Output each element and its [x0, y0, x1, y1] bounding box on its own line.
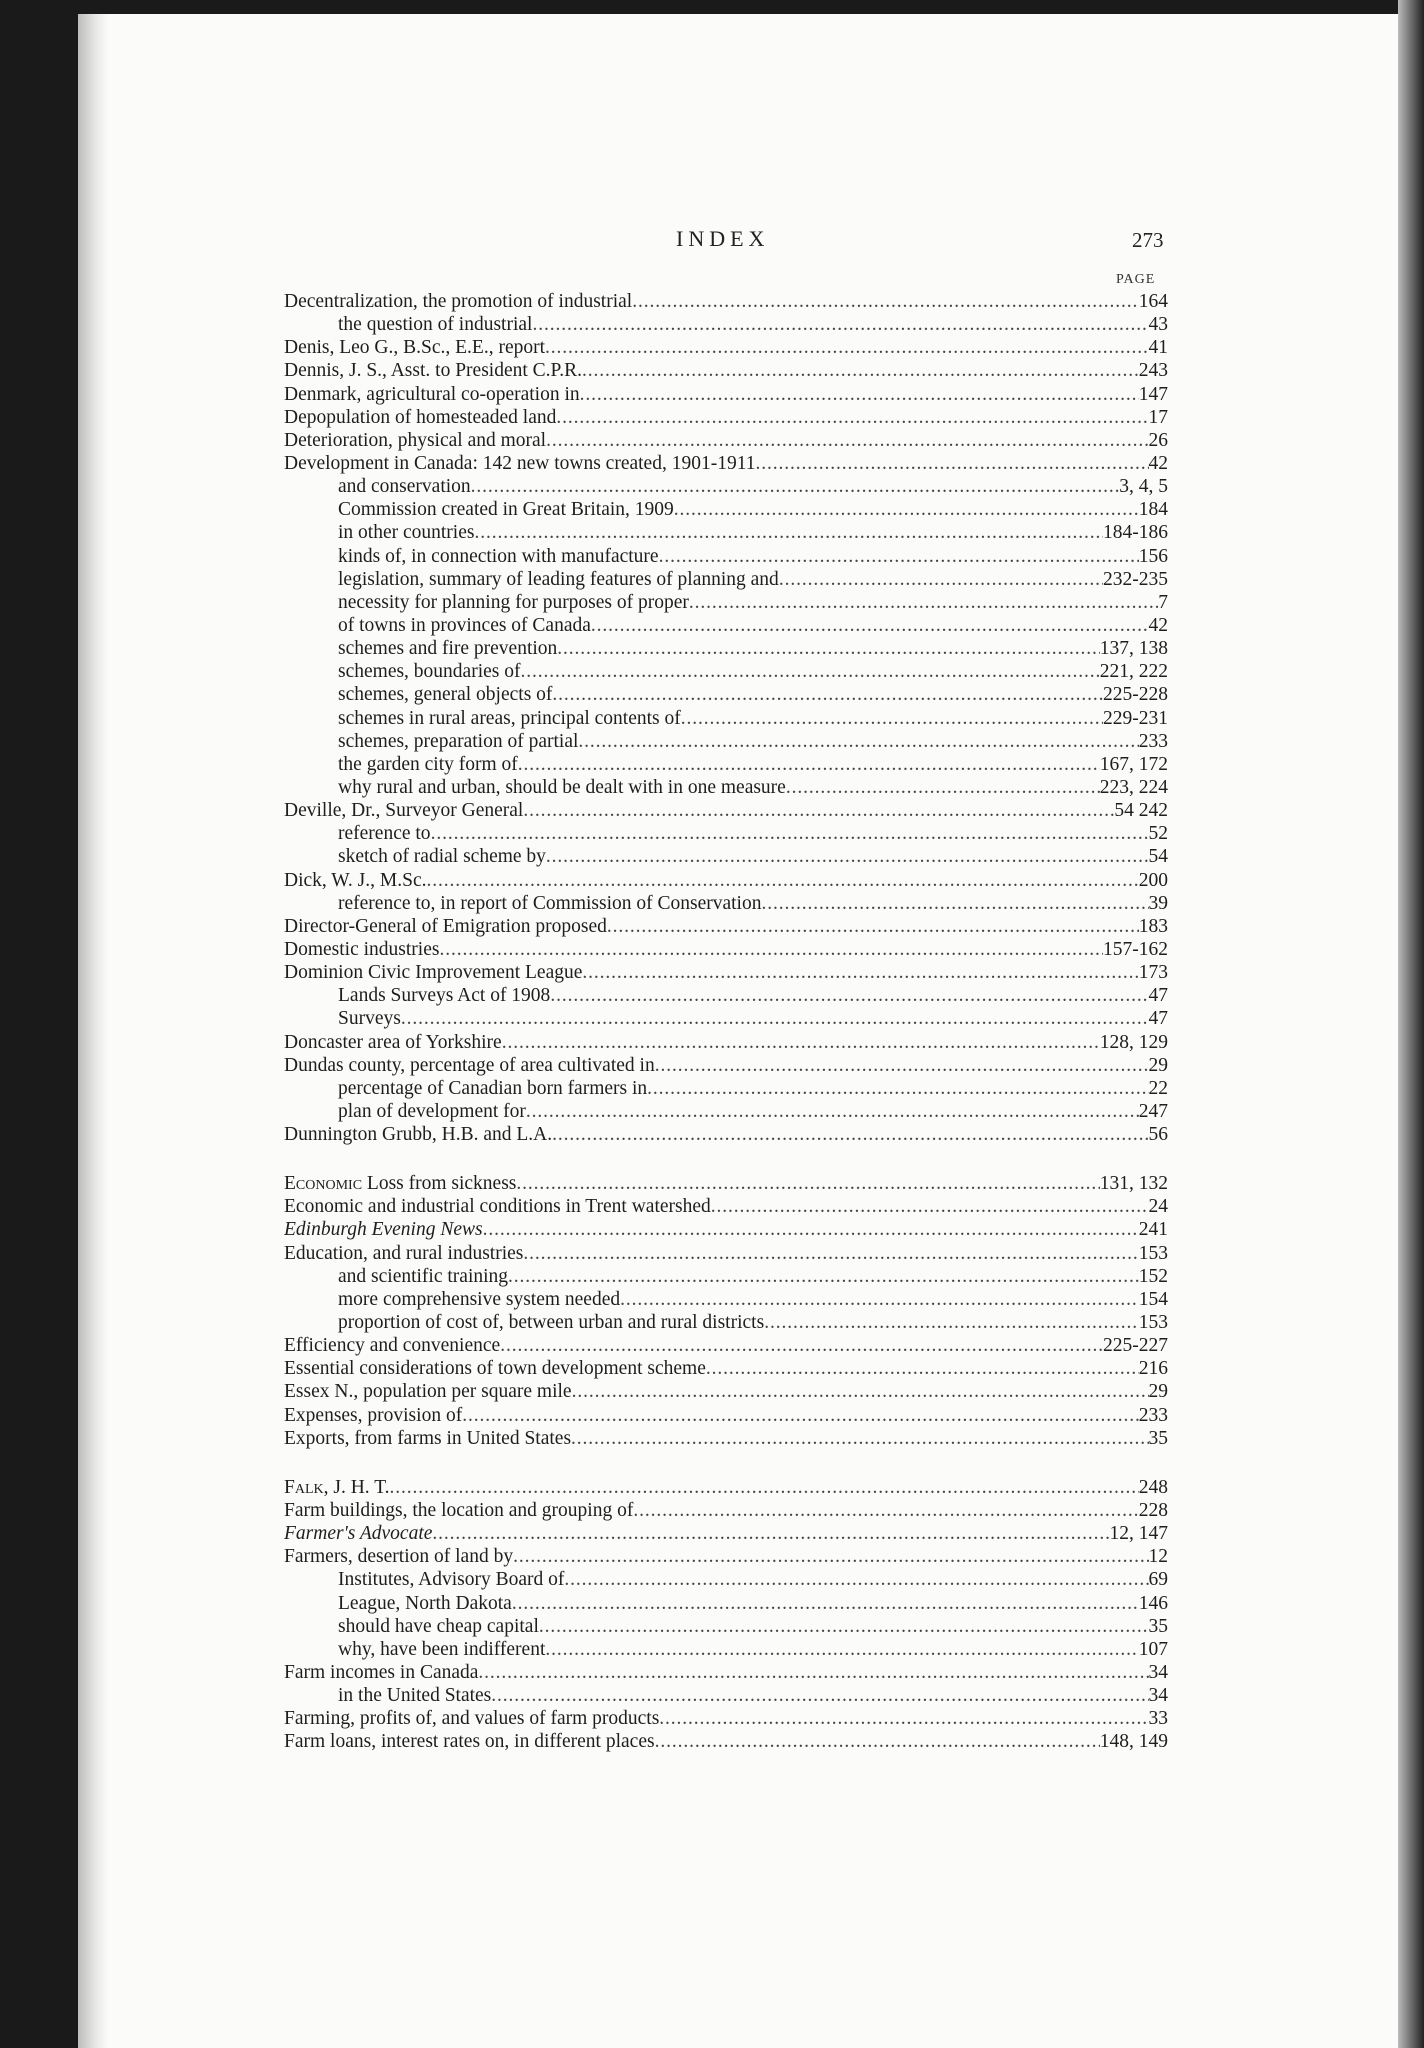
dot-leader [546, 429, 1148, 452]
index-subentry [284, 1684, 1168, 1707]
dot-leader [674, 498, 1139, 521]
index-list [284, 290, 1168, 1754]
index-subentry [284, 892, 1168, 915]
index-term: Farm loans, interest rates on, in different places [284, 1731, 655, 1753]
dot-leader [512, 1592, 1139, 1615]
index-entry [284, 406, 1168, 429]
index-entry [284, 359, 1168, 382]
index-pages: 183 [1138, 915, 1168, 937]
index-pages: 248 [1138, 1476, 1168, 1498]
index-entry [284, 915, 1168, 938]
index-term-rest: , J. H. T. [323, 1476, 390, 1498]
dot-leader [552, 1123, 1148, 1146]
index-pages: 243 [1138, 360, 1168, 382]
index-term: Expenses, provision of [284, 1404, 463, 1426]
index-entry [284, 938, 1168, 961]
index-term: Lands Surveys Act of 1908 [338, 985, 551, 1007]
index-pages: 54 [1148, 846, 1168, 868]
index-term: Exports, from farms in United States [284, 1427, 572, 1449]
index-entry [284, 1123, 1168, 1146]
dot-leader [659, 545, 1139, 568]
index-pages: 41 [1148, 337, 1168, 359]
index-term: Decentralization, the promotion of industrial [284, 291, 633, 312]
index-pages: 34 [1148, 1662, 1168, 1684]
index-subentry [284, 822, 1168, 845]
dot-leader [491, 1684, 1148, 1707]
dot-leader [580, 383, 1139, 406]
index-entry [284, 1404, 1168, 1427]
index-subentry [284, 845, 1168, 868]
dot-leader [518, 753, 1100, 776]
dot-leader [526, 1100, 1139, 1123]
index-entry [284, 336, 1168, 359]
dot-leader [426, 869, 1138, 892]
index-term: schemes in rural areas, principal contents of [338, 707, 681, 729]
dot-leader [557, 637, 1099, 660]
index-pages: 221, 222 [1099, 661, 1168, 683]
page-number: 273 [1132, 228, 1164, 252]
index-term: reference to [338, 823, 431, 845]
index-term: the garden city form of [338, 753, 518, 775]
index-term: of towns in provinces of Canada [338, 614, 591, 636]
index-entry [284, 429, 1168, 452]
index-pages: 173 [1138, 962, 1168, 984]
index-term: Economic and industrial conditions in Trent watershed [284, 1196, 711, 1218]
index-entry [284, 1380, 1168, 1403]
index-entry [284, 290, 1168, 313]
index-term: Denmark, agricultural co-operation in [284, 383, 580, 405]
dot-leader [431, 822, 1149, 845]
index-subentry [284, 776, 1168, 799]
index-section-d [284, 290, 1168, 1146]
dot-leader [546, 845, 1149, 868]
running-title: INDEX [676, 226, 770, 251]
index-term: Commission created in Great Britain, 1909 [338, 499, 674, 521]
index-pages: 229-231 [1103, 707, 1168, 729]
index-entry [284, 1031, 1168, 1054]
dot-leader [523, 1242, 1138, 1265]
index-entry [284, 961, 1168, 984]
index-term: Dundas county, percentage of area cultivated in [284, 1054, 655, 1076]
dot-leader [655, 1730, 1100, 1753]
index-pages: 128, 129 [1099, 1031, 1168, 1053]
index-entry [284, 1707, 1168, 1730]
index-term: more comprehensive system needed [338, 1288, 621, 1310]
dot-leader [513, 1545, 1148, 1568]
index-pages: 35 [1148, 1615, 1168, 1637]
index-pages: 52 [1148, 823, 1168, 845]
index-pages: 42 [1148, 614, 1168, 636]
index-subentry [284, 1638, 1168, 1661]
dot-leader [552, 683, 1103, 706]
index-pages: 29 [1148, 1381, 1168, 1403]
index-entry [284, 1499, 1168, 1522]
dot-leader [500, 1334, 1103, 1357]
section-gap [284, 1450, 1168, 1476]
index-pages: 157-162 [1103, 938, 1168, 960]
index-subentry [284, 614, 1168, 637]
index-subentry [284, 753, 1168, 776]
index-pages: 184-186 [1103, 522, 1168, 544]
index-entry [284, 799, 1168, 822]
index-pages: 107 [1138, 1638, 1168, 1660]
index-entry [284, 1218, 1168, 1241]
dot-leader [582, 961, 1138, 984]
index-subentry [284, 730, 1168, 753]
index-subentry [284, 1592, 1168, 1615]
dot-leader [474, 521, 1103, 544]
index-pages: 3, 4, 5 [1119, 476, 1168, 498]
index-subentry [284, 591, 1168, 614]
dot-leader [659, 1707, 1148, 1730]
dot-leader [550, 984, 1148, 1007]
dot-leader [681, 707, 1103, 730]
index-pages: 153 [1138, 1242, 1168, 1264]
index-term: Dunnington Grubb, H.B. and L.A. [284, 1124, 553, 1146]
index-subentry [284, 545, 1168, 568]
index-subentry [284, 984, 1168, 1007]
dot-leader [539, 1615, 1149, 1638]
index-term: legislation, summary of leading features of planning and [338, 568, 779, 590]
index-entry [284, 1730, 1168, 1753]
index-term: plan of development for [338, 1100, 526, 1122]
index-term-rest: Loss from sickness [362, 1173, 517, 1195]
index-pages: 228 [1138, 1500, 1168, 1522]
index-pages: 56 [1148, 1124, 1168, 1146]
index-term: and scientific training [338, 1265, 509, 1287]
index-term: Development in Canada: 142 new towns created, 1901-1911 [284, 452, 756, 474]
dot-leader [516, 1172, 1099, 1195]
dot-leader [545, 1638, 1138, 1661]
index-term: proportion of cost of, between urban and rural districts [338, 1312, 765, 1334]
index-subentry [284, 1077, 1168, 1100]
index-pages: 241 [1138, 1219, 1168, 1241]
dot-leader [556, 406, 1148, 429]
index-subentry [284, 1311, 1168, 1334]
dot-leader [432, 1522, 1109, 1545]
index-pages: 24 [1148, 1196, 1168, 1218]
index-term: Deterioration, physical and moral [284, 429, 547, 451]
index-term: percentage of Canadian born farmers in [338, 1077, 648, 1099]
index-term: Farmers, desertion of land by [284, 1546, 514, 1568]
dot-leader [462, 1404, 1139, 1427]
index-term: Education, and rural industries [284, 1242, 524, 1264]
index-pages: 22 [1148, 1077, 1168, 1099]
index-term: Depopulation of homesteaded land [284, 406, 557, 428]
dot-leader [564, 1568, 1148, 1591]
index-pages: 216 [1138, 1358, 1168, 1380]
index-pages: 12 [1148, 1546, 1168, 1568]
index-section-e [284, 1172, 1168, 1450]
index-term: why rural and urban, should be dealt with in one measure [338, 776, 786, 798]
page-gutter-shadow [78, 14, 108, 2048]
index-pages: 152 [1138, 1265, 1168, 1287]
index-entry [284, 1172, 1168, 1195]
index-pages: 200 [1138, 869, 1168, 891]
index-pages: 153 [1138, 1312, 1168, 1334]
index-term: schemes, boundaries of [338, 661, 521, 683]
index-entry [284, 869, 1168, 892]
index-term: Essential considerations of town development scheme [284, 1358, 706, 1380]
index-pages: 146 [1138, 1592, 1168, 1614]
index-subentry [284, 475, 1168, 498]
index-pages: 33 [1148, 1708, 1168, 1730]
dot-leader [521, 660, 1100, 683]
index-pages: 148, 149 [1099, 1731, 1168, 1753]
index-term: Director-General of Emigration proposed [284, 915, 607, 937]
index-term: Deville, Dr., Surveyor General [284, 800, 524, 822]
index-term: why, have been indifferent [338, 1638, 546, 1660]
index-subentry [284, 1568, 1168, 1591]
dot-leader [582, 359, 1139, 382]
dot-leader [786, 776, 1100, 799]
dot-leader [401, 1007, 1149, 1030]
index-subentry [284, 1007, 1168, 1030]
index-term [284, 1476, 390, 1499]
dot-leader [655, 1054, 1149, 1077]
index-term: Farming, profits of, and values of farm products [284, 1708, 660, 1730]
dot-leader [483, 1218, 1139, 1241]
index-pages: 164 [1138, 291, 1168, 312]
index-pages: 154 [1138, 1288, 1168, 1310]
dot-leader [502, 1031, 1100, 1054]
index-entry [284, 452, 1168, 475]
index-section-f [284, 1476, 1168, 1754]
dot-leader [591, 614, 1149, 637]
index-entry [284, 1195, 1168, 1218]
dot-leader [571, 1427, 1148, 1450]
dot-leader [764, 1311, 1139, 1334]
index-subentry [284, 498, 1168, 521]
index-subentry [284, 683, 1168, 706]
index-pages: 131, 132 [1099, 1173, 1168, 1195]
dot-leader [478, 1661, 1148, 1684]
index-entry [284, 1242, 1168, 1265]
index-pages: 247 [1138, 1100, 1168, 1122]
index-term: Farm incomes in Canada [284, 1662, 479, 1684]
index-entry [284, 1661, 1168, 1684]
index-pages: 34 [1148, 1685, 1168, 1707]
dot-leader [607, 915, 1139, 938]
index-subentry [284, 313, 1168, 336]
index-subentry [284, 568, 1168, 591]
index-pages: 47 [1148, 985, 1168, 1007]
dot-leader [578, 730, 1138, 753]
index-pages: 223, 224 [1099, 776, 1168, 798]
section-gap [284, 1146, 1168, 1172]
index-pages: 233 [1138, 1404, 1168, 1426]
index-subentry [284, 1265, 1168, 1288]
index-term: Surveys [338, 1008, 401, 1030]
dot-leader [632, 290, 1139, 313]
index-entry [284, 1054, 1168, 1077]
index-term: necessity for planning for purposes of proper [338, 591, 689, 613]
index-subentry [284, 1615, 1168, 1638]
index-pages: 43 [1148, 314, 1168, 336]
dot-leader [647, 1077, 1148, 1100]
index-term: schemes, general objects of [338, 684, 553, 706]
index-subentry [284, 1100, 1168, 1123]
dot-leader [633, 1499, 1138, 1522]
index-pages: 137, 138 [1099, 638, 1168, 660]
index-pages: 7 [1158, 591, 1168, 613]
index-term: schemes, preparation of partial [338, 730, 579, 752]
index-pages: 147 [1138, 383, 1168, 405]
index-term: in the United States [338, 1685, 492, 1707]
index-pages: 54 242 [1114, 800, 1168, 822]
index-term: in other countries [338, 522, 475, 544]
index-term: Institutes, Advisory Board of [338, 1569, 565, 1591]
index-subentry [284, 637, 1168, 660]
index-entry [284, 383, 1168, 406]
index-entry [284, 1522, 1168, 1545]
dot-leader [390, 1476, 1139, 1499]
dot-leader [471, 475, 1120, 498]
index-pages: 17 [1148, 406, 1168, 428]
index-term: Doncaster area of Yorkshire [284, 1031, 502, 1053]
dot-leader [761, 892, 1148, 915]
index-term: Denis, Leo G., B.Sc., E.E., report [284, 337, 546, 359]
index-subentry [284, 521, 1168, 544]
index-subentry [284, 707, 1168, 730]
dot-leader [545, 336, 1148, 359]
index-pages: 39 [1148, 892, 1168, 914]
page-column-label: PAGE [1116, 272, 1156, 287]
index-term: kinds of, in connection with manufacture [338, 545, 659, 567]
dot-leader [523, 799, 1114, 822]
index-pages: 184 [1138, 499, 1168, 521]
dot-leader [532, 313, 1148, 336]
dot-leader [689, 591, 1158, 614]
index-pages: 167, 172 [1099, 753, 1168, 775]
dot-leader [706, 1357, 1139, 1380]
index-term: Edinburgh Evening News [284, 1219, 483, 1241]
index-entry [284, 1476, 1168, 1499]
index-term: reference to, in report of Commission of Conservation [338, 892, 762, 914]
index-pages: 42 [1148, 452, 1168, 474]
index-term: Dennis, J. S., Asst. to President C.P.R. [284, 360, 582, 382]
index-term-smallcaps: Falk [284, 1476, 324, 1498]
index-term: should have cheap capital [338, 1615, 539, 1637]
index-term: Farmer's Advocate [284, 1523, 433, 1545]
index-term: Dick, W. J., M.Sc. [284, 869, 427, 891]
index-term: Domestic industries [284, 938, 440, 960]
index-pages: 12, 147 [1109, 1523, 1168, 1545]
index-pages: 233 [1138, 730, 1168, 752]
dot-leader [439, 938, 1103, 961]
index-term: Dominion Civic Improvement League [284, 962, 583, 984]
dot-leader [572, 1380, 1149, 1403]
index-term: Essex N., population per square mile [284, 1381, 572, 1403]
dot-leader [711, 1195, 1149, 1218]
index-entry [284, 1545, 1168, 1568]
index-pages: 35 [1148, 1427, 1168, 1449]
index-pages: 69 [1148, 1569, 1168, 1591]
index-pages: 232-235 [1103, 568, 1168, 590]
dot-leader [756, 452, 1149, 475]
index-subentry [284, 660, 1168, 683]
index-term: Farm buildings, the location and grouping of [284, 1500, 634, 1522]
index-pages: 225-227 [1103, 1335, 1168, 1357]
index-pages: 225-228 [1103, 684, 1168, 706]
running-header [0, 226, 1424, 266]
page-edge [1398, 0, 1424, 2048]
index-entry [284, 1357, 1168, 1380]
index-term: schemes and fire prevention [338, 638, 558, 660]
index-term: Efficiency and convenience [284, 1335, 501, 1357]
index-term [284, 1172, 516, 1195]
dot-leader [508, 1265, 1139, 1288]
index-pages: 47 [1148, 1008, 1168, 1030]
index-term: and conservation [338, 476, 471, 498]
index-pages: 29 [1148, 1054, 1168, 1076]
index-term: sketch of radial scheme by [338, 846, 546, 868]
index-pages: 156 [1138, 545, 1168, 567]
index-entry [284, 1334, 1168, 1357]
index-term: the question of industrial [338, 314, 533, 336]
index-entry [284, 1427, 1168, 1450]
index-term-smallcaps: Economic [284, 1173, 363, 1195]
dot-leader [779, 568, 1103, 591]
index-subentry [284, 1288, 1168, 1311]
index-pages: 26 [1148, 429, 1168, 451]
dot-leader [620, 1288, 1139, 1311]
index-term: League, North Dakota [338, 1592, 512, 1614]
